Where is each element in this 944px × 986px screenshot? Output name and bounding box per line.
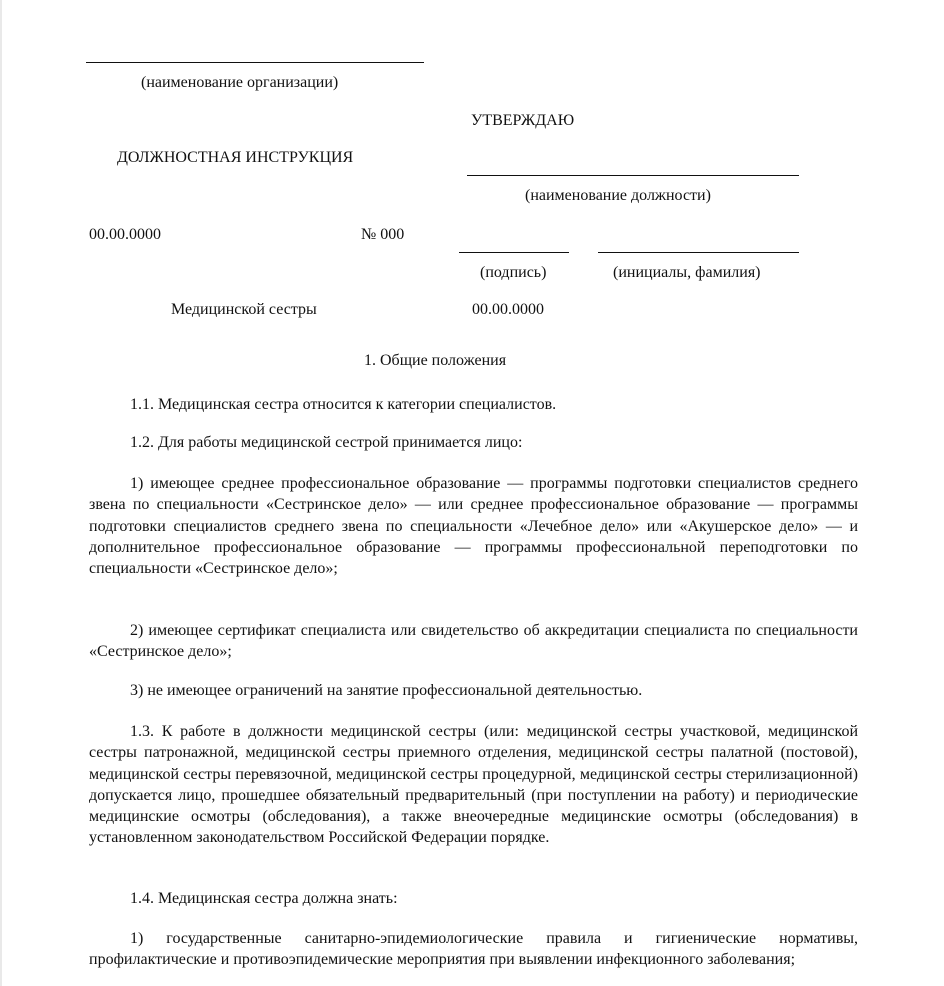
paragraph-1-4: 1.4. Медицинская сестра должна знать: (130, 890, 398, 907)
list-item-2: 2) имеющее сертификат специалиста или свидетельство об аккредитации специалиста по специальности «Сестринское дело»; (89, 622, 858, 661)
position-line (467, 175, 799, 176)
organization-caption: (наименование организации) (141, 74, 339, 91)
paragraph-1-1: 1.1. Медицинская сестра относится к категории специалистов. (130, 396, 557, 413)
initials-line (598, 252, 799, 253)
knowledge-item-1: 1) государственные санитарно-эпидемиологические правила и гигиенические нормативы, профилактические и противоэпидемические мероприятия при выявлении инфекционного заболевания; (89, 930, 858, 969)
signature-line (459, 252, 569, 253)
list-item-3: 3) не имеющее ограничений на занятие профессиональной деятельностью. (130, 682, 643, 699)
organization-line (86, 62, 424, 63)
position-caption: (наименование должности) (525, 187, 711, 204)
document-type-title: ДОЛЖНОСТНАЯ ИНСТРУКЦИЯ (117, 149, 354, 166)
section-title: 1. Общие положения (364, 352, 507, 369)
signature-caption: (подпись) (480, 264, 547, 281)
paragraph-1-3: 1.3. К работе в должности медицинской сестры (или: медицинской сестры участковой, медицинской сестры патронажной, медицинской сестры приемного отделения, медицинской сестры палатной (постовой), медицинской сестры перевязочной, медицинской сестры процедурной, медицинской сестры стерилизационной) допускается лицо, прошедшее обязательный предварительный (при поступлении на работу) и периодические медицинские осмотры (обследования), а также внеочередные медицинские осмотры (обследования) в установленном законодательством Российской Федерации порядке. (89, 723, 858, 847)
initials-caption: (инициалы, фамилия) (613, 264, 761, 281)
paragraph-1-2: 1.2. Для работы медицинской сестрой принимается лицо: (130, 434, 523, 451)
approve-label: УТВЕРЖДАЮ (471, 112, 575, 129)
approval-date: 00.00.0000 (472, 301, 544, 318)
document-subject: Медицинской сестры (171, 301, 317, 318)
page-edge (0, 0, 2, 986)
list-item-1: 1) имеющее среднее профессиональное образование — программы подготовки специалистов среднего звена по специальности «Сестринское дело» — или среднее профессиональное образование — программы подготовки специалистов среднего звена по специальности «Лечебное дело» или «Акушерское дело» — и дополнительное профессиональное образование — программы профессиональной переподготовки по специальности «Сестринское дело»; (89, 475, 858, 578)
document-number: № 000 (361, 226, 405, 243)
document-date: 00.00.0000 (89, 226, 161, 243)
